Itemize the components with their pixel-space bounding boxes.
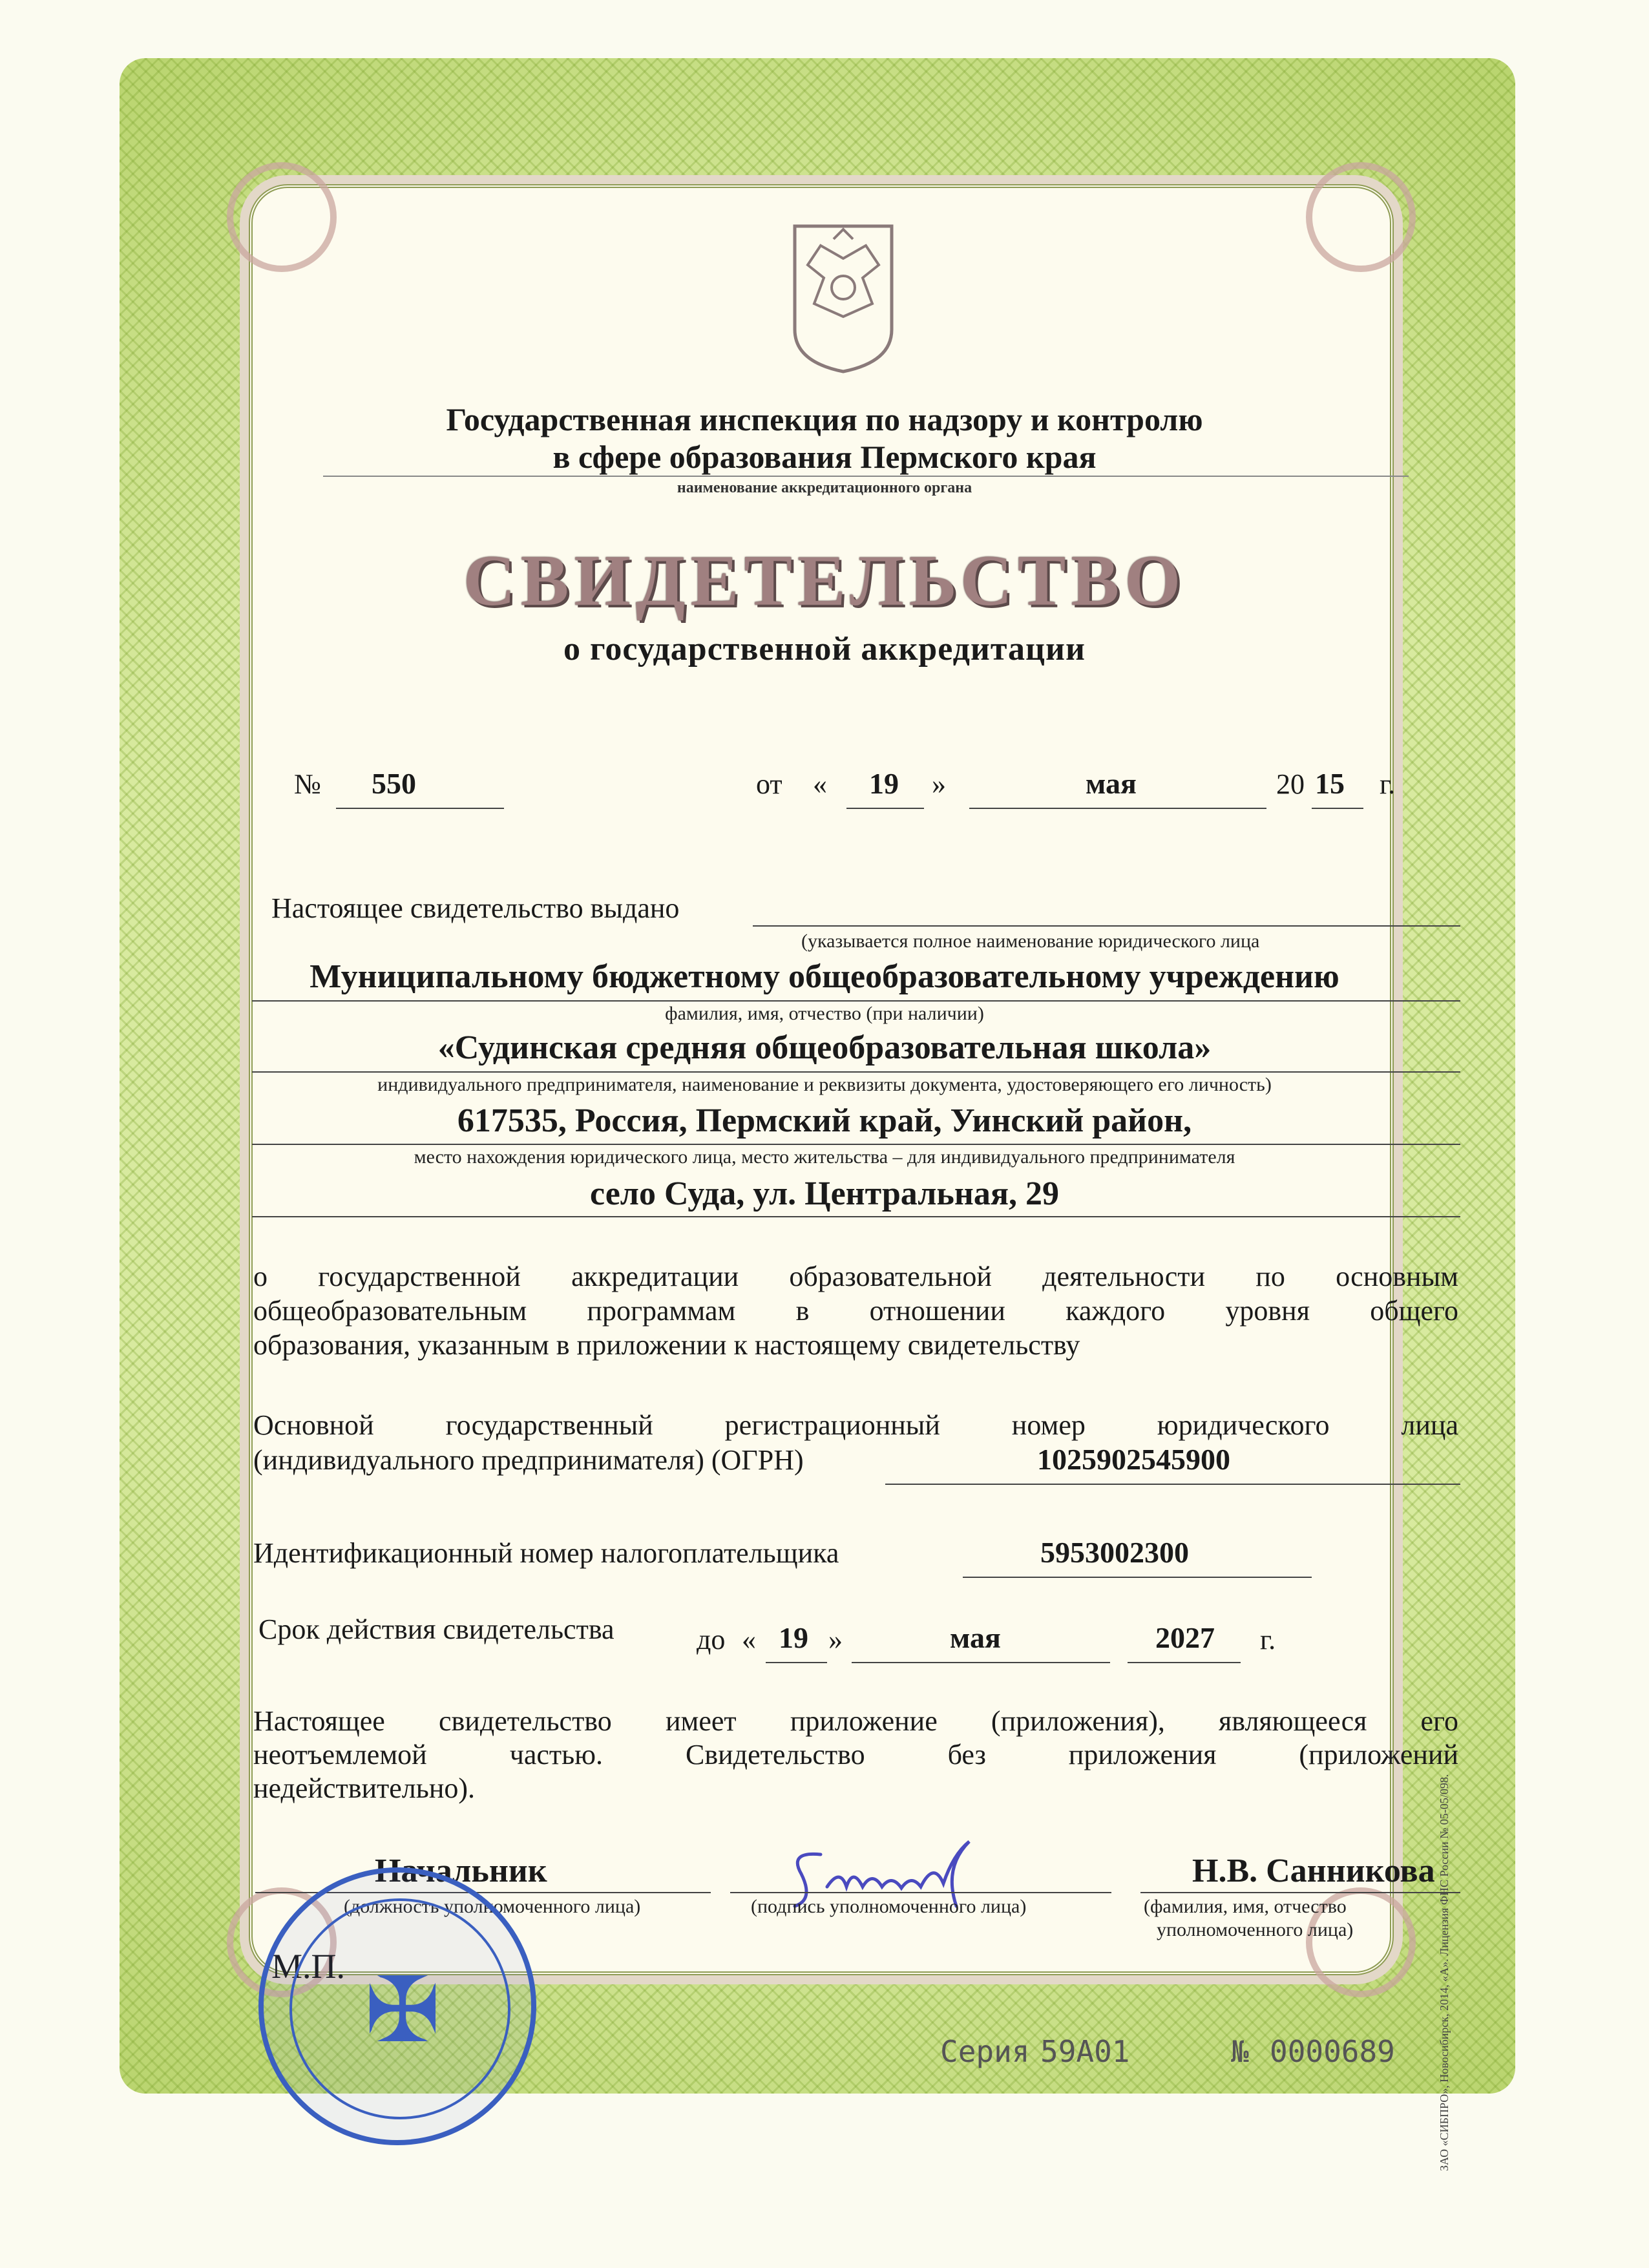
coat-of-arms-icon [788, 220, 898, 375]
year-unit: г. [1380, 768, 1396, 800]
underline [753, 925, 1460, 927]
ogrn-value: 1025902545900 [1037, 1443, 1230, 1476]
issue-month: мая [1086, 767, 1137, 800]
quote-open: « [813, 768, 827, 800]
official-seal-stamp [258, 1867, 536, 2145]
corner-ornament-icon [1306, 162, 1416, 272]
printer-imprint: ЗАО «СИБПРО», Новосибирск, 2014, «А». Лицензия ФНС России № 05-05/098. [1438, 1774, 1451, 2171]
underline [852, 1662, 1110, 1663]
issue-day: 19 [869, 767, 899, 800]
organization-address-line-1: 617535, Россия, Пермский край, Уинский район, [457, 1102, 1192, 1139]
underline [252, 1071, 1460, 1073]
inn-label: Идентификационный номер налогоплательщика [253, 1537, 839, 1569]
underline [252, 1216, 1460, 1217]
organization-type: Муниципальному бюджетному общеобразовательному учреждению [310, 958, 1339, 995]
validity-year: 2027 [1155, 1621, 1215, 1654]
purpose-line-3: образования, указанным в приложении к настоящему свидетельству [253, 1329, 1080, 1361]
signatory-position: Начальник [375, 1853, 547, 1889]
name-caption-1: (фамилия, имя, отчество [1144, 1896, 1347, 1917]
blank-series-label: Серия [940, 2034, 1030, 2069]
corner-ornament-icon [227, 162, 337, 272]
position-caption: (должность уполномоченного лица) [344, 1896, 641, 1917]
eagle-icon: ✠ [364, 1961, 441, 2061]
validity-day: 19 [779, 1621, 808, 1654]
name-caption-2: уполномоченного лица) [1157, 1919, 1354, 1940]
validity-label: Срок действия свидетельства [258, 1613, 614, 1645]
underline [1140, 1892, 1460, 1893]
signature-caption: (подпись уполномоченного лица) [751, 1896, 1027, 1917]
underline [969, 808, 1266, 809]
underline [252, 1000, 1460, 1002]
year-prefix: 20 [1276, 768, 1305, 800]
date-from-label: от [756, 768, 782, 800]
year-suffix: 15 [1315, 767, 1345, 800]
purpose-line-1: о государственной аккредитации образовательной деятельности по основным [253, 1261, 1458, 1292]
issued-to-caption-1: (указывается полное наименование юридического лица [801, 930, 1260, 952]
purpose-line-2: общеобразовательным программам в отношении каждого уровня общего [253, 1295, 1458, 1327]
annex-line-2: неотъемлемой частью. Свидетельство без приложения (приложений [253, 1739, 1458, 1770]
divider [323, 476, 1409, 477]
blank-number: 0000689 [1270, 2034, 1395, 2069]
underline [766, 1662, 827, 1663]
authority-caption: наименование аккредитационного органа [677, 479, 972, 496]
organization-name: «Судинская средняя общеобразовательная школа» [437, 1029, 1212, 1066]
underline [252, 1144, 1460, 1145]
validity-year-unit: г. [1260, 1624, 1276, 1655]
authority-name-line-1: Государственная инспекция по надзору и контролю [446, 401, 1203, 437]
document-subtitle: о государственной аккредитации [563, 631, 1086, 667]
certificate-number: 550 [372, 767, 416, 800]
underline [963, 1577, 1312, 1578]
issued-to-label: Настоящее свидетельство выдано [271, 892, 680, 924]
ogrn-label-line-2: (индивидуального предпринимателя) (ОГРН) [253, 1444, 804, 1476]
underline [1128, 1662, 1241, 1663]
ogrn-label-line-1: Основной государственный регистрационный номер юридического лица [253, 1409, 1458, 1441]
quote-close: » [932, 768, 946, 800]
underline [336, 808, 504, 809]
annex-line-1: Настоящее свидетельство имеет приложение (приложения), являющееся его [253, 1705, 1458, 1737]
signatory-name: Н.В. Санникова [1192, 1853, 1435, 1889]
issued-to-caption-2: фамилия, имя, отчество (при наличии) [665, 1003, 984, 1024]
validity-until: до [697, 1624, 726, 1655]
underline [846, 808, 924, 809]
organization-address-line-2: село Суда, ул. Центральная, 29 [590, 1175, 1059, 1212]
document-title: СВИДЕТЕЛЬСТВО [463, 541, 1186, 621]
blank-series: 59А01 [1040, 2034, 1130, 2069]
issued-to-caption-3: индивидуального предпринимателя, наименование и реквизиты документа, удостоверяющего его личность) [377, 1074, 1272, 1095]
underline [885, 1484, 1460, 1485]
quote-close: » [828, 1624, 843, 1655]
inn-value: 5953002300 [1040, 1536, 1189, 1569]
blank-number-sign: № [1231, 2034, 1249, 2069]
number-sign: № [294, 768, 321, 800]
underline [1312, 808, 1363, 809]
authority-name-line-2: в сфере образования Пермского края [552, 439, 1097, 475]
underline [730, 1892, 1111, 1893]
issued-to-caption-4: место нахождения юридического лица, место жительства – для индивидуального предпринимателя [414, 1146, 1235, 1168]
quote-open: « [742, 1624, 756, 1655]
stamp-place-label: М.П. [271, 1947, 346, 1986]
annex-line-3: недействительно). [253, 1772, 476, 1804]
validity-month: мая [950, 1621, 1001, 1654]
